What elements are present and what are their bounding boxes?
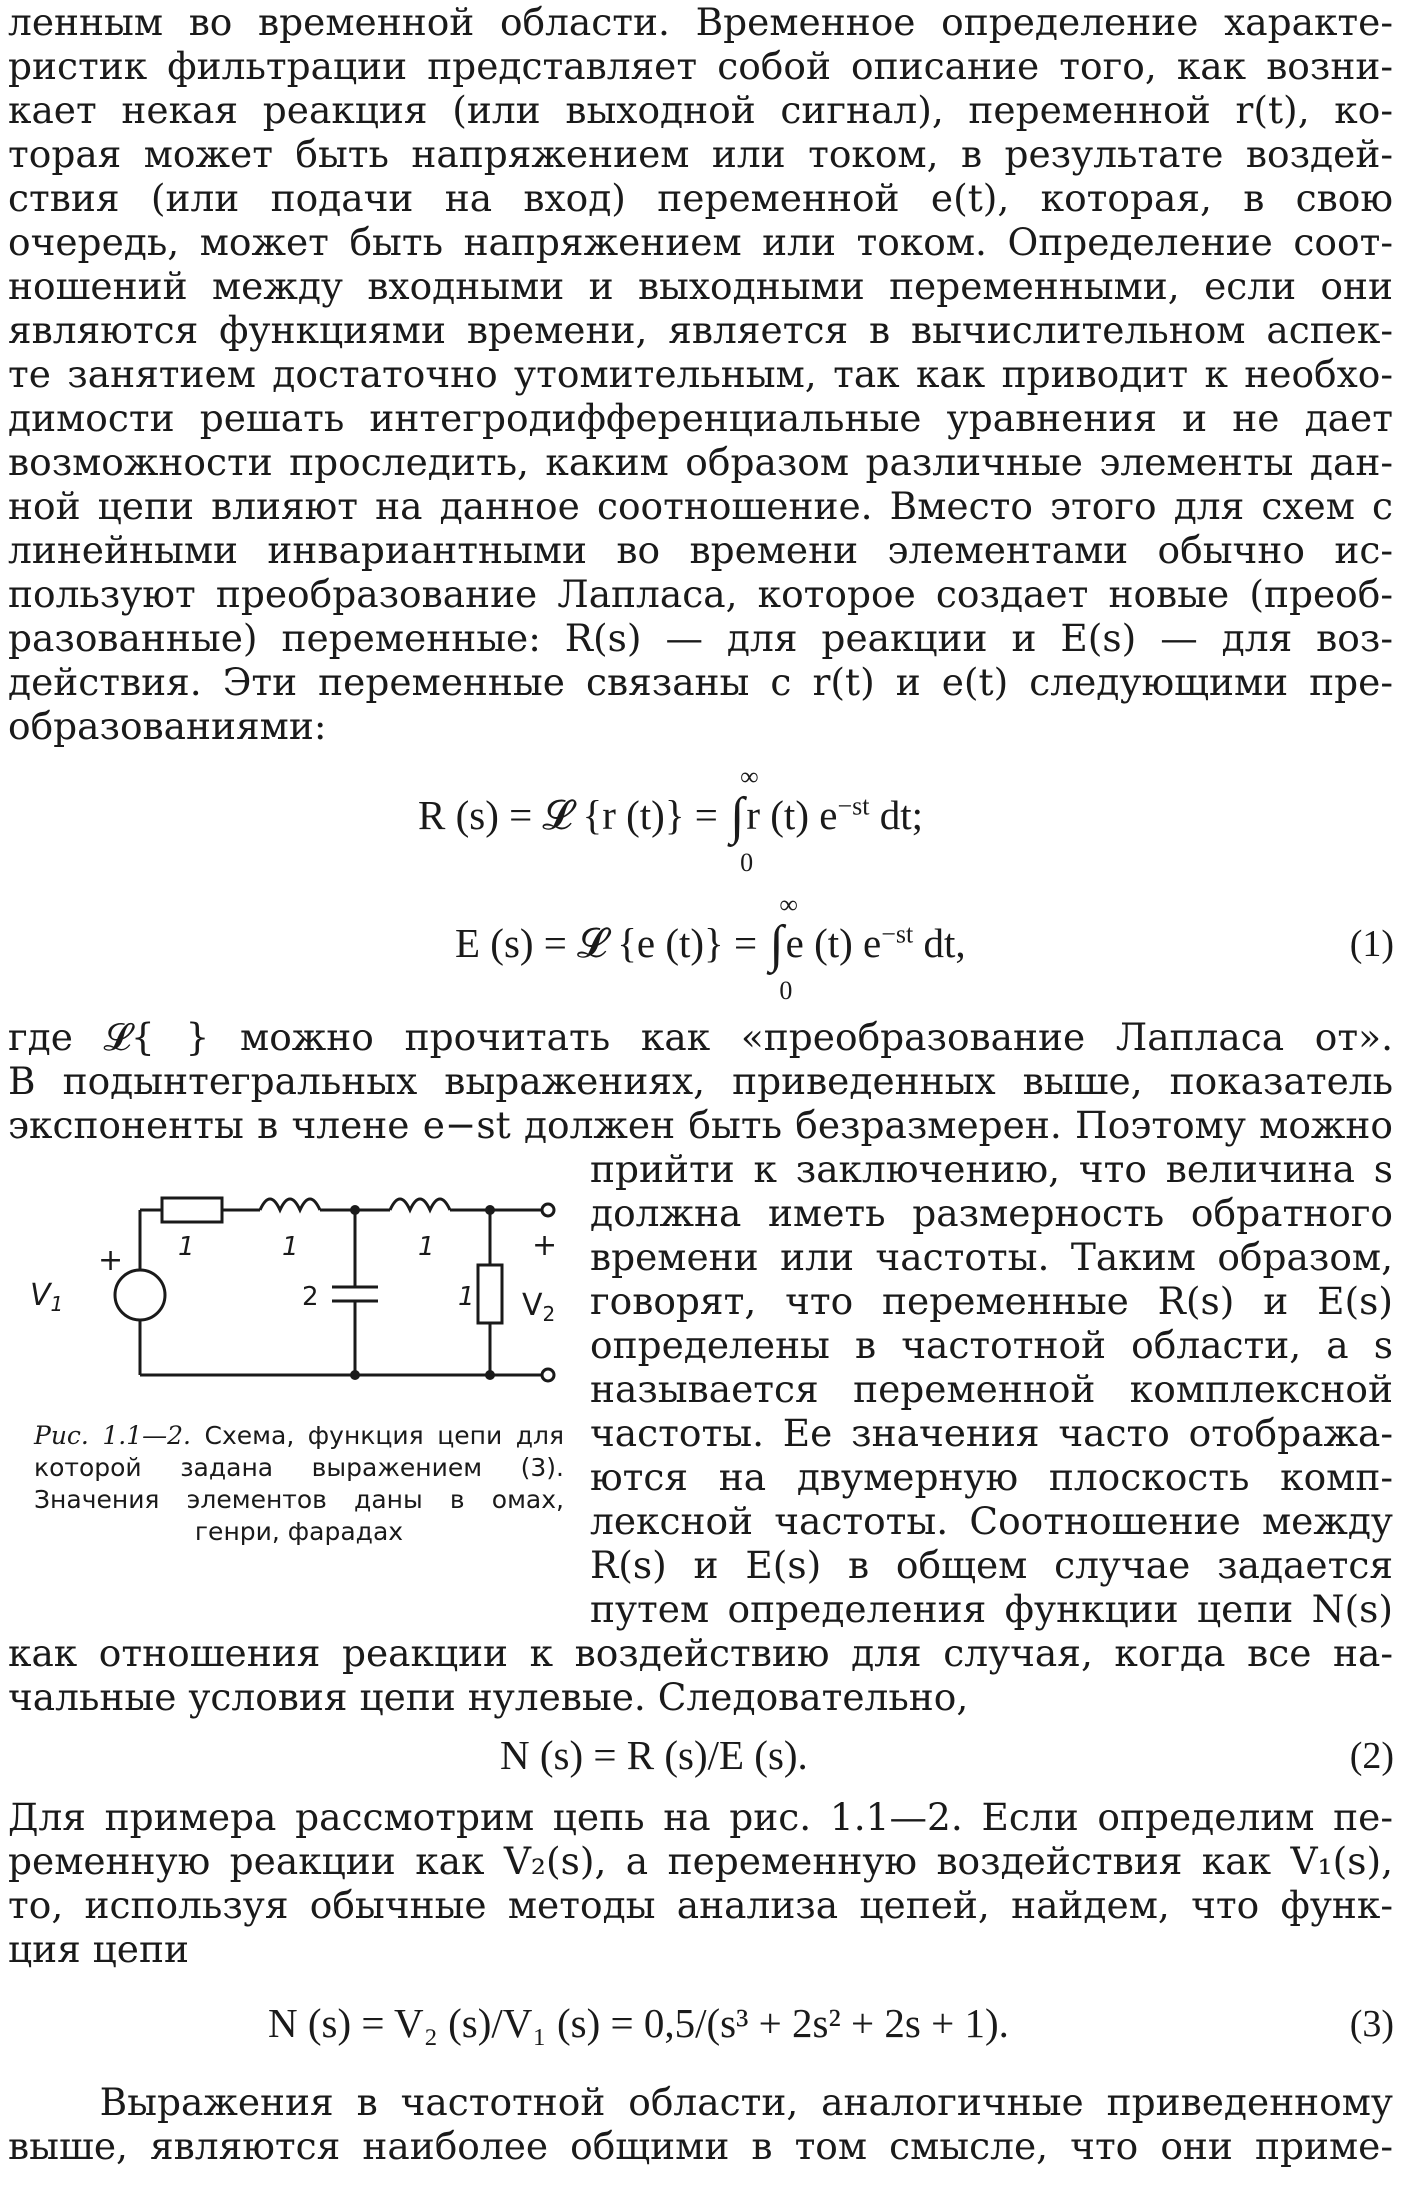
text-line: очередь, может быть напряжением или током. Определение соот- xyxy=(8,220,1393,264)
label-r1: 1 xyxy=(178,1232,195,1262)
text-line: торая может быть напряжением или током, в результате воздей- xyxy=(8,132,1393,176)
label-plus-source: + xyxy=(98,1243,124,1278)
text-line: В подынтегральных выражениях, приведенных выше, показатель xyxy=(8,1059,1393,1103)
integral-sign: ∫ ∞ 0 xyxy=(730,762,759,877)
label-v1: $V_1$ xyxy=(30,1278,64,1316)
text-line: ленным во временной области. Временное определение характе- xyxy=(8,0,1393,44)
text-line: кает некая реакция (или выходной сигнал), переменной r(t), ко- xyxy=(8,88,1393,132)
text-line: должна иметь размерность обратного xyxy=(590,1191,1393,1235)
text-line: пользуют преобразование Лапласа, которое создает новые (преоб- xyxy=(8,572,1393,616)
text-line: прийти к заключению, что величина s xyxy=(590,1147,1393,1191)
figure-caption xyxy=(34,1420,564,1548)
text-line: линейными инвариантными во времени элементами обычно ис- xyxy=(8,528,1393,572)
label-l2: 1 xyxy=(418,1232,435,1262)
text-line: ношений между входными и выходными переменными, если они xyxy=(8,264,1393,308)
equation-number: (1) xyxy=(1349,923,1394,965)
text-line: ременную реакции как V₂(s), а переменную воздействия как V₁(s), xyxy=(8,1839,1393,1883)
text-line: те занятием достаточно утомительным, так как приводит к необхо- xyxy=(8,352,1393,396)
caption-label: Рис. 1.1—2. xyxy=(34,1421,191,1450)
text-line: лексной частоты. Соотношение между xyxy=(590,1499,1393,1543)
text-line: выше, являются наиболее общими в том смысле, что они приме- xyxy=(8,2124,1393,2168)
text-line: Для примера рассмотрим цепь на рис. 1.1—2. Если определим пе- xyxy=(8,1795,1393,1839)
text-line: являются функциями времени, является в вычислительном аспек- xyxy=(8,308,1393,352)
text-line: ция цепи xyxy=(8,1927,189,1971)
label-plus-output: + xyxy=(532,1228,558,1263)
equation-number: (3) xyxy=(1349,2003,1394,2045)
equation-number: (2) xyxy=(1349,1735,1394,1777)
caption-text: Схема, функция цепи для которой задана выражением (3). Значения элементов даны в омах, генри, фарадах xyxy=(34,1421,565,1546)
text-line: ной цепи влияют на данное соотношение. Вместо этого для схем с xyxy=(8,484,1393,528)
text-line: димости решать интегродифференциальные уравнения и не дает xyxy=(8,396,1393,440)
text-line: как отношения реакции к воздействию для случая, когда все на- xyxy=(8,1631,1393,1675)
text-line: путем определения функции цепи N(s) xyxy=(590,1587,1393,1631)
text-line: R(s) и E(s) в общем случае задается xyxy=(590,1543,1393,1587)
equation-example-function: N (s) = V₂ (s)/V₁ (s) = 0,5/(s³ + 2s² + 2s + 1). xyxy=(268,2000,1009,2046)
text-line: где 𝓛{ } можно прочитать как «преобразование Лапласа от». xyxy=(8,1015,1393,1059)
label-c: 2 xyxy=(302,1282,319,1312)
label-l1: 1 xyxy=(282,1232,299,1262)
text-line: возможности проследить, каким образом различные элементы дан- xyxy=(8,440,1393,484)
text-line: экспоненты в члене e−st должен быть безразмерен. Поэтому можно xyxy=(8,1103,1393,1147)
text-line: ствия (или подачи на вход) переменной e(t), которая, в свою xyxy=(8,176,1393,220)
equation-laplace-r: R (s) = 𝓛 {r (t)} = ∫ ∞ 0 r (t) $e^{-st}$ dt; xyxy=(418,762,923,877)
text-line: частоты. Ее значения часто отобража- xyxy=(590,1411,1393,1455)
text-line: образованиями: xyxy=(8,704,327,748)
label-v2: $V_2$ xyxy=(522,1288,556,1326)
text-line: ристик фильтрации представляет собой описание того, как возни- xyxy=(8,44,1393,88)
text-line: то, используя обычные методы анализа цепей, найдем, что функ- xyxy=(8,1883,1393,1927)
text-line: разованные) переменные: R(s) — для реакции и E(s) — для воз- xyxy=(8,616,1393,660)
text-line: Выражения в частотной области, аналогичные приведенному xyxy=(8,2080,1393,2124)
integral-sign: ∫ ∞ 0 xyxy=(769,890,798,1005)
text-line: чальные условия цепи нулевые. Следовательно, xyxy=(8,1675,969,1719)
circuit-diagram xyxy=(20,1165,580,1415)
text-line: называется переменной комплексной xyxy=(590,1367,1393,1411)
equation-network-function: N (s) = R (s)/E (s). xyxy=(500,1732,808,1778)
text-line: ются на двумерную плоскость комп- xyxy=(590,1455,1393,1499)
text-line: действия. Эти переменные связаны с r(t) и e(t) следующими пре- xyxy=(8,660,1393,704)
label-r2: 1 xyxy=(458,1282,475,1312)
text-line: говорят, что переменные R(s) и E(s) xyxy=(590,1279,1393,1323)
text-line: времени или частоты. Таким образом, xyxy=(590,1235,1393,1279)
text-line: определены в частотной области, а s xyxy=(590,1323,1393,1367)
equation-laplace-e: E (s) = 𝓛 {e (t)} = ∫ ∞ 0 e (t) $e^{-st}$ dt, xyxy=(455,890,966,1005)
